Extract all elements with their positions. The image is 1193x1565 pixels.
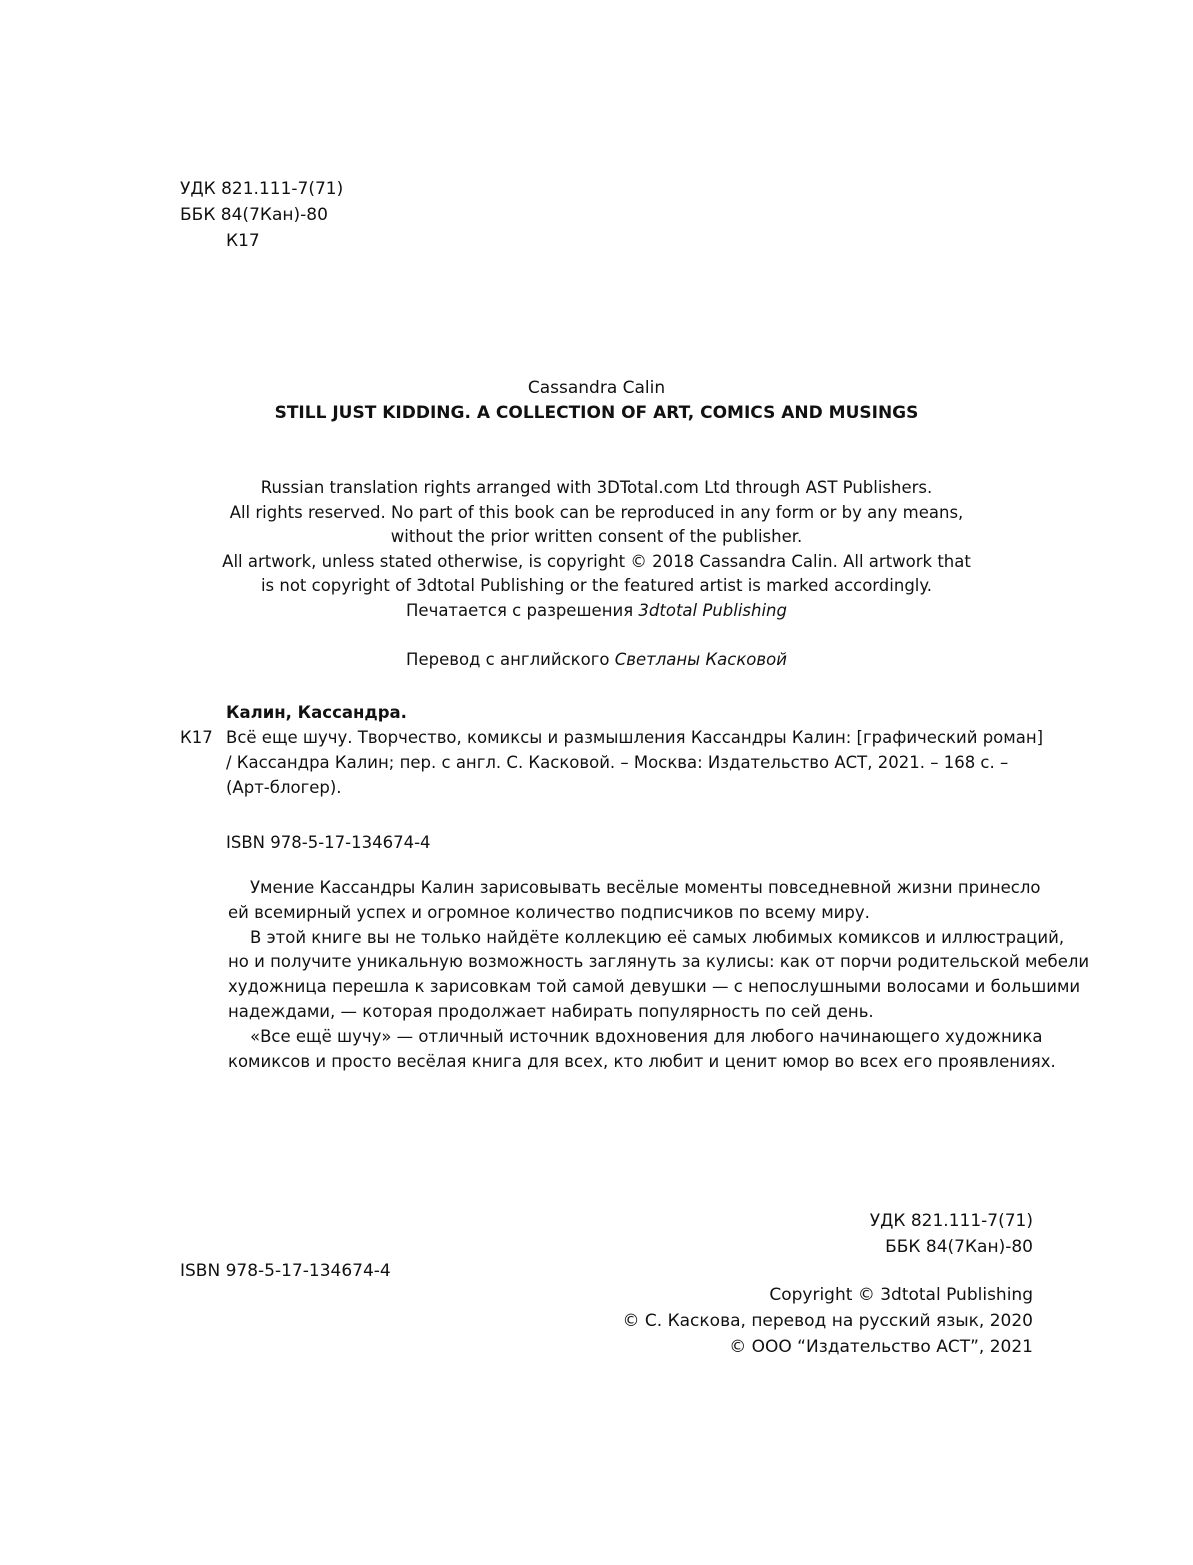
permission-publisher: 3dtotal Publishing [638, 600, 787, 620]
translator-name: Светланы Касковой [614, 649, 787, 669]
author-name: Cassandra Calin [527, 378, 666, 398]
top-bbk-code: ББК 84(7Кан)-80 [180, 205, 328, 225]
bottom-bbk-code: ББК 84(7Кан)-80 [885, 1237, 1033, 1257]
top-author-mark: К17 [226, 231, 260, 251]
annotation-line: художница перешла к зарисовкам той самой девушки — с непослушными волосами и большими [228, 977, 1081, 997]
translation-line [0, 648, 1193, 673]
bottom-classification-codes [870, 1208, 1033, 1260]
annotation-line: Умение Кассандры Калин зарисовывать весёлые моменты повседневной жизни принесло [250, 878, 1041, 897]
top-classification-codes [180, 176, 343, 254]
book-title: STILL JUST KIDDING. A COLLECTION OF ART, COMICS AND MUSINGS [274, 403, 919, 423]
catalog-author-heading: Калин, Кассандра. [226, 703, 407, 722]
annotation-line: надеждами, — которая продолжает набирать популярность по сей день. [228, 1001, 874, 1021]
annotation-line: комиксов и просто весёлая книга для всех, кто любит и ценит юмор во всех его проявлениях. [228, 1051, 1056, 1071]
annotation-line: ей всемирный успех и огромное количество подписчиков по всему миру. [228, 902, 870, 922]
top-udk-code: УДК 821.111-7(71) [180, 179, 344, 199]
annotation-line: В этой книге вы не только найдёте коллекцию её самых любимых комиксов и иллюстраций, [250, 927, 1065, 947]
catalog-line: / Кассандра Калин; пер. с англ. С. Касковой. – Москва: Издательство АСТ, 2021. – 168 с. – [226, 753, 1009, 772]
permission-line [0, 599, 1193, 624]
permission-prefix: Печатается с разрешения [406, 600, 639, 620]
annotation [228, 876, 1090, 1074]
catalog-author-mark: К17 [180, 728, 213, 747]
catalog-entry [180, 700, 1044, 855]
catalog-isbn: ISBN 978-5-17-134674-4 [226, 833, 431, 852]
translation-prefix: Перевод с английского [406, 649, 615, 669]
copyright-line: Copyright © 3dtotal Publishing [769, 1285, 1033, 1305]
spacer [0, 624, 1193, 648]
copyright-line: © С. Каскова, перевод на русский язык, 2020 [622, 1311, 1033, 1331]
catalog-line: Всё еще шучу. Творчество, комиксы и размышления Кассандры Калин: [графический роман] [226, 728, 1044, 747]
annotation-line: но и получите уникальную возможность заглянуть за кулисы: как от порчи родительской мебели [228, 952, 1090, 972]
title-block [0, 376, 1193, 426]
rights-line: All rights reserved. No part of this book can be reproduced in any form or by any means, [229, 502, 964, 522]
rights-block [0, 476, 1193, 672]
rights-line: All artwork, unless stated otherwise, is copyright © 2018 Cassandra Calin. All artwork that [222, 551, 971, 571]
bottom-isbn: ISBN 978-5-17-134674-4 [180, 1261, 391, 1281]
catalog-description [180, 725, 1044, 800]
annotation-line: «Все ещё шучу» — отличный источник вдохновения для любого начинающего художника [250, 1026, 1043, 1046]
catalog-lines [226, 725, 1043, 800]
rights-line: without the prior written consent of the publisher. [390, 527, 803, 547]
bottom-udk-code: УДК 821.111-7(71) [869, 1211, 1033, 1231]
copyright-block [622, 1282, 1033, 1360]
copyright-line: © ООО “Издательство АСТ”, 2021 [729, 1337, 1033, 1357]
catalog-line: (Арт-блогер). [226, 778, 342, 797]
rights-line: Russian translation rights arranged with 3DTotal.com Ltd through AST Publishers. [260, 478, 933, 497]
rights-line: is not copyright of 3dtotal Publishing or the featured artist is marked accordingly. [260, 576, 933, 596]
